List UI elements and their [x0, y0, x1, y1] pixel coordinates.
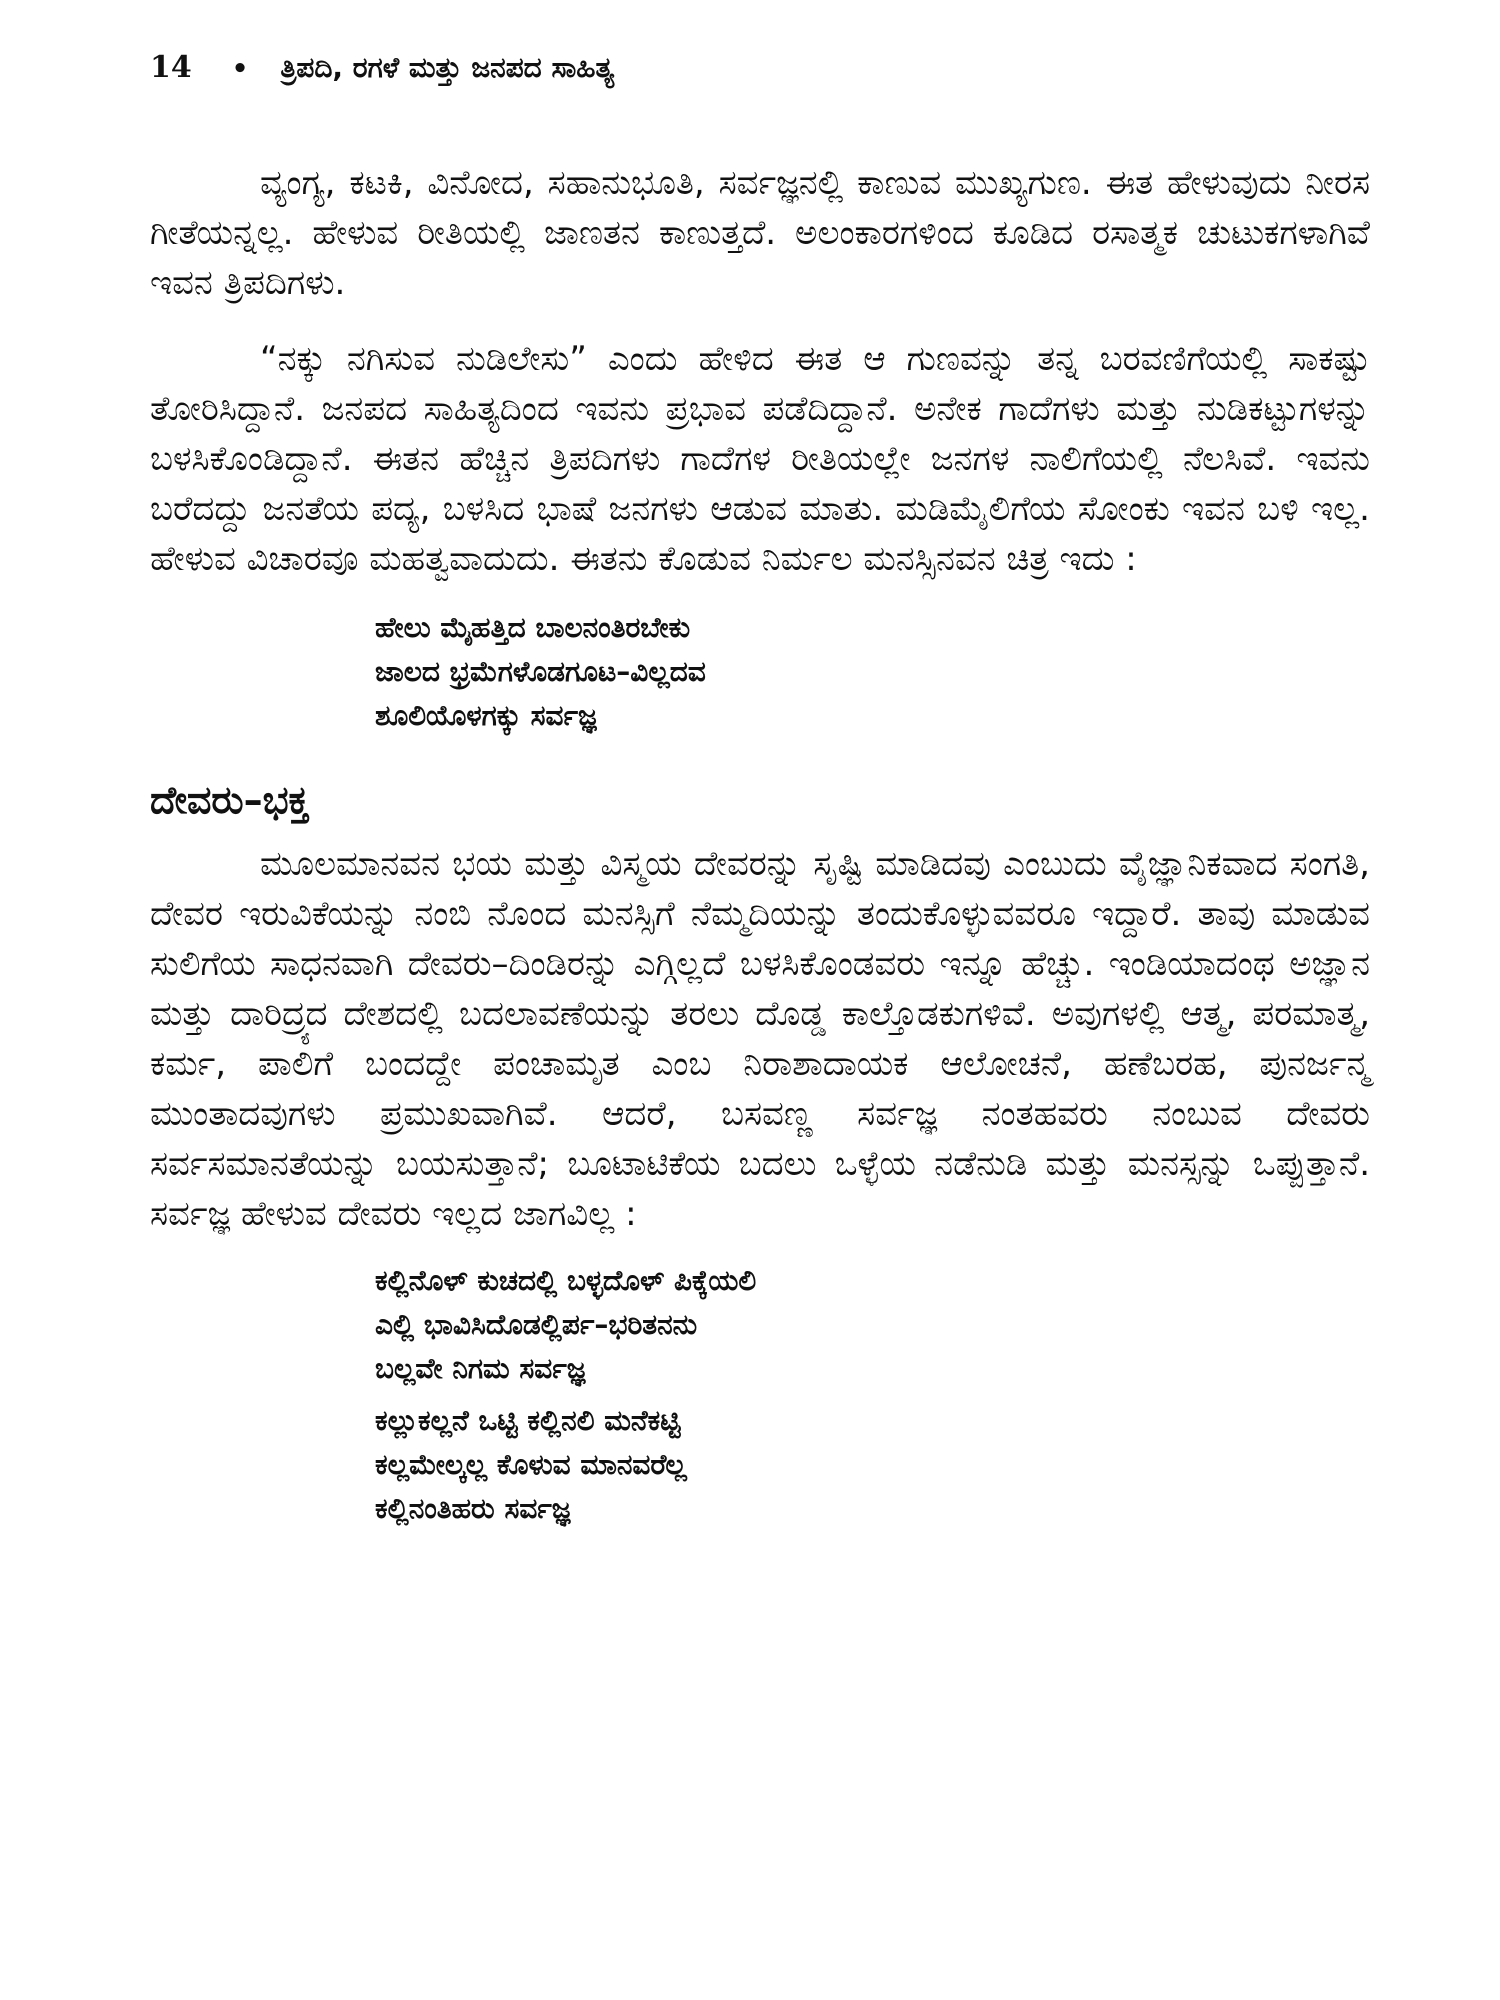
verse-line: ಬಲ್ಲವೇ ನಿಗಮ ಸರ್ವಜ್ಞ	[375, 1352, 586, 1385]
paragraph-folk-influence: “ನಕ್ಕು ನಗಿಸುವ ನುಡಿಲೇಸು” ಎಂದು ಹೇಳಿದ ಈತ ಆ ಗುಣವನ್ನು ತನ್ನ ಬರವಣಿಗೆಯಲ್ಲಿ ಸಾಕಷ್ಟು ತೋರಿಸಿದ್ದಾನೆ. ಜನಪದ ಸಾಹಿತ್ಯದಿಂದ ಇವನು ಪ್ರಭಾವ ಪಡೆದಿದ್ದಾನೆ. ಅನೇಕ ಗಾದೆಗಳು ಮತ್ತು ನುಡಿಕಟ್ಟುಗಳನ್ನು ಬಳಸಿಕೊಂಡಿದ್ದಾನೆ. ಈತನ ಹೆಚ್ಚಿನ ತ್ರಿಪದಿಗಳು ಗಾದೆಗಳ ರೀತಿಯಲ್ಲೇ ಜನಗಳ ನಾಲಿಗೆಯಲ್ಲಿ ನೆಲಸಿವೆ. ಇವನು ಬರೆದದ್ದು ಜನತೆಯ ಪದ್ಯ, ಬಳಸಿದ ಭಾಷೆ ಜನಗಳು ಆಡುವ ಮಾತು. ಮಡಿಮೈಲಿಗೆಯ ಸೋಂಕು ಇವನ ಬಳಿ ಇಲ್ಲ. ಹೇಳುವ ವಿಚಾರವೂ ಮಹತ್ವವಾದುದು. ಈತನು ಕೊಡುವ ನಿರ್ಮಲ ಮನಸ್ಸಿನವನ ಚಿತ್ರ ಇದು :	[150, 339, 1370, 579]
book-page	[150, 50, 1370, 1531]
verse-line: ಎಲ್ಲಿ ಭಾವಿಸಿದೊಡಲ್ಲಿರ್ಪ–ಭರಿತನನು	[375, 1308, 698, 1341]
paragraph-god-devotee: ಮೂಲಮಾನವನ ಭಯ ಮತ್ತು ವಿಸ್ಮಯ ದೇವರನ್ನು ಸೃಷ್ಟಿ ಮಾಡಿದವು ಎಂಬುದು ವೈಜ್ಞಾನಿಕವಾದ ಸಂಗತಿ, ದೇವರ ಇರುವಿಕೆಯನ್ನು ನಂಬಿ ನೊಂದ ಮನಸ್ಸಿಗೆ ನೆಮ್ಮದಿಯನ್ನು ತಂದುಕೊಳ್ಳುವವರೂ ಇದ್ದಾರೆ. ತಾವು ಮಾಡುವ ಸುಲಿಗೆಯ ಸಾಧನವಾಗಿ ದೇವರು–ದಿಂಡಿರನ್ನು ಎಗ್ಗಿಲ್ಲದೆ ಬಳಸಿಕೊಂಡವರು ಇನ್ನೂ ಹೆಚ್ಚು. ಇಂಡಿಯಾದಂಥ ಅಜ್ಞಾನ ಮತ್ತು ದಾರಿದ್ರ್ಯದ ದೇಶದಲ್ಲಿ ಬದಲಾವಣೆಯನ್ನು ತರಲು ದೊಡ್ಡ ಕಾಲ್ತೊಡಕುಗಳಿವೆ. ಅವುಗಳಲ್ಲಿ ಆತ್ಮ, ಪರಮಾತ್ಮ, ಕರ್ಮ, ಪಾಲಿಗೆ ಬಂದದ್ದೇ ಪಂಚಾಮೃತ ಎಂಬ ನಿರಾಶಾದಾಯಕ ಆಲೋಚನೆ, ಹಣೆಬರಹ, ಪುನರ್ಜನ್ಮ ಮುಂತಾದವುಗಳು ಪ್ರಮುಖವಾಗಿವೆ. ಆದರೆ, ಬಸವಣ್ಣ ಸರ್ವಜ್ಞ ನಂತಹವರು ನಂಬುವ ದೇವರು ಸರ್ವಸಮಾನತೆಯನ್ನು ಬಯಸುತ್ತಾನೆ; ಬೂಟಾಟಿಕೆಯ ಬದಲು ಒಳ್ಳೆಯ ನಡೆನುಡಿ ಮತ್ತು ಮನಸ್ಸನ್ನು ಒಪ್ಪುತ್ತಾನೆ. ಸರ್ವಜ್ಞ ಹೇಳುವ ದೇವರು ಇಲ್ಲದ ಜಾಗವಿಲ್ಲ :	[150, 844, 1370, 1234]
book-title: ತ್ರಿಪದಿ, ರಗಳೆ ಮತ್ತು ಜನಪದ ಸಾಹಿತ್ಯ	[280, 51, 615, 84]
verse-line: ಹೇಲು ಮೈಹತ್ತಿದ ಬಾಲನಂತಿರಬೇಕು	[375, 611, 691, 644]
verse-line: ಕಲ್ಲಿನಂತಿಹರು ಸರ್ವಜ್ಞ	[375, 1492, 571, 1525]
bullet-separator: •	[231, 54, 249, 84]
paragraph-humor: ವ್ಯಂಗ್ಯ, ಕಟಕಿ, ವಿನೋದ, ಸಹಾನುಭೂತಿ, ಸರ್ವಜ್ಞನಲ್ಲಿ ಕಾಣುವ ಮುಖ್ಯಗುಣ. ಈತ ಹೇಳುವುದು ನೀರಸ ಗೀತೆಯನ್ನಲ್ಲ. ಹೇಳುವ ರೀತಿಯಲ್ಲಿ ಜಾಣತನ ಕಾಣುತ್ತದೆ. ಅಲಂಕಾರಗಳಿಂದ ಕೂಡಿದ ರಸಾತ್ಮಕ ಚುಟುಕಗಳಾಗಿವೆ ಇವನ ತ್ರಿಪದಿಗಳು.	[150, 163, 1370, 303]
verse-block	[375, 606, 1370, 738]
verse-line: ಜಾಲದ ಭ್ರಮೆಗಳೊಡಗೂಟ–ವಿಲ್ಲದವ	[375, 655, 706, 688]
running-header	[150, 50, 1370, 110]
verse-block	[375, 1399, 1370, 1531]
verse-block	[375, 1259, 1370, 1391]
verse-line: ಕಲ್ಲಮೇಲ್ಕಲ್ಲ ಕೊಳುವ ಮಾನವರೆಲ್ಲ	[375, 1448, 687, 1481]
verse-line: ಕಲ್ಲಿನೊಳ್ ಕುಚದಲ್ಲಿ ಬಳ್ಳದೊಳ್ ಪಿಕ್ಕೆಯಲಿ	[375, 1264, 757, 1297]
section-heading: ದೇವರು–ಭಕ್ತ	[150, 778, 309, 822]
verse-line: ಶೂಲಿಯೊಳಗಕ್ಕು ಸರ್ವಜ್ಞ	[375, 699, 597, 732]
verse-line: ಕಲ್ಲುಕಲ್ಲನೆ ಒಟ್ಟಿ ಕಲ್ಲಿನಲಿ ಮನೆಕಟ್ಟಿ	[375, 1404, 681, 1437]
page-number: 14	[150, 50, 192, 85]
